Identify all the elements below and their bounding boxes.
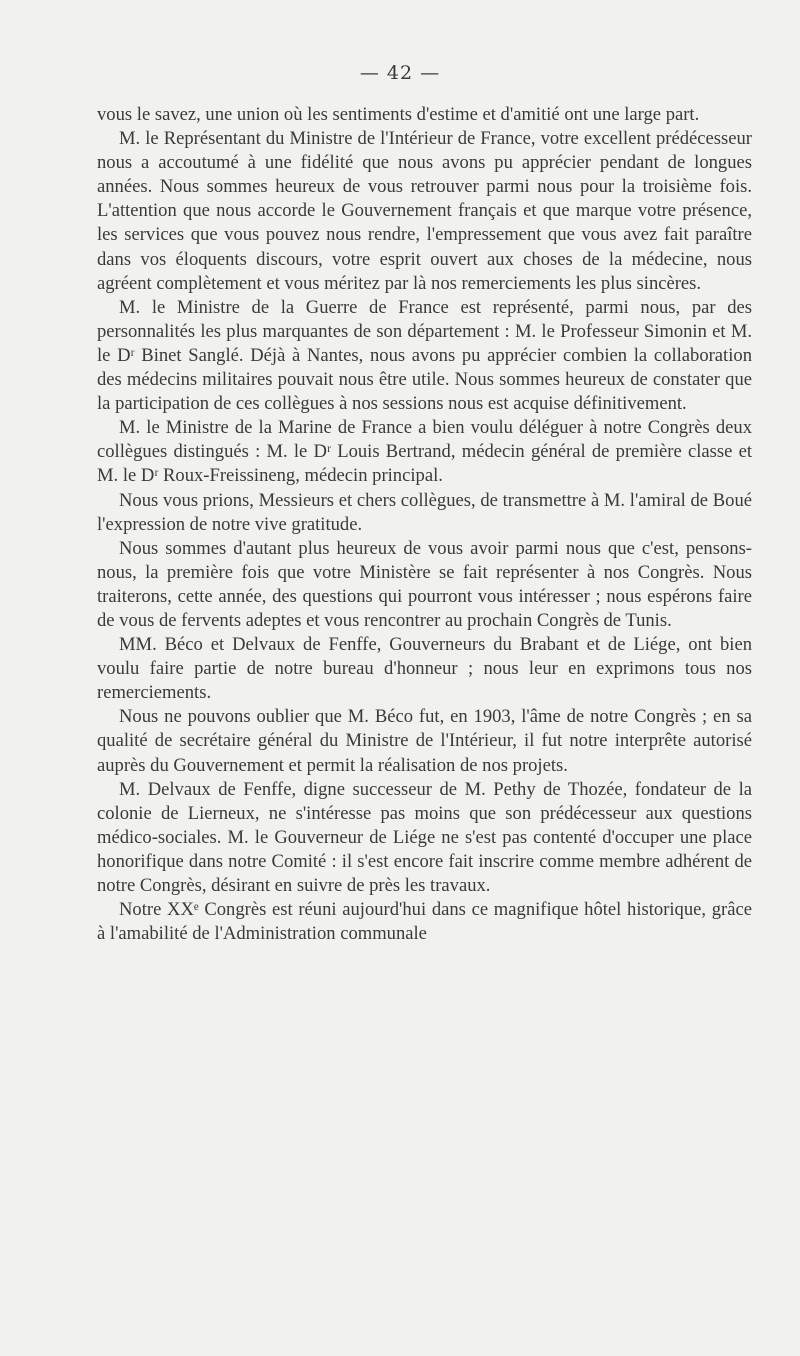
paragraph-delvaux: M. Delvaux de Fenffe, digne successeur de M. Pethy de Thozée, fondateur de la colonie de Lierneux, ne s'intéresse pas moins que son prédécesseur aux questions médico-sociales. M. le Gouverneur de Liége ne s'est pas contenté d'occuper une place honorifique dans notre Comité : il s'est encore fait inscrire comme membre adhérent de notre Congrès, désirant en suivre de près les travaux. — [97, 778, 752, 896]
paragraph-admiral-thanks: Nous vous prions, Messieurs et chers collègues, de transmettre à M. l'amiral de Boué l'expression de notre vive gratitude. — [97, 489, 752, 535]
paragraph-continuation: vous le savez, une union où les sentiments d'estime et d'amitié ont une large part. — [97, 104, 700, 125]
body-text — [97, 103, 752, 946]
paragraph-congress-venue: Notre XXᵉ Congrès est réuni aujourd'hui dans ce magnifique hôtel historique, grâce à l'amabilité de l'Administration communale — [97, 899, 752, 945]
paragraph-navy-minister: M. le Ministre de la Marine de France a bien voulu déléguer à notre Congrès deux collègues distingués : M. le Dʳ Louis Bertrand, médecin général de première classe et M. le Dʳ Roux-Freissineng, médecin principal. — [97, 417, 752, 487]
paragraph-interior-minister: M. le Représentant du Ministre de l'Intérieur de France, votre excellent prédécesseur nous a accoutumé à une fidélité que nous avons pu apprécier pendant de longues années. Nous sommes heureux de vous retrouver parmi nous pour la troisième fois. L'attention que nous accorde le Gouvernement français et que marque votre présence, les services que vous pouvez nous rendre, l'empressement que vous avez fait paraître dans vos éloquents discours, votre esprit ouvert aux choses de la médecine, nous agréent complètement et vous méritez par là nos remerciements les plus sincères. — [97, 128, 752, 294]
page-number: — 42 — — [359, 62, 441, 84]
paragraph-ministry-first-time: Nous sommes d'autant plus heureux de vous avoir parmi nous que c'est, pensons-nous, la première fois que votre Ministère se fait représenter à nos Congrès. Nous traiterons, cette année, des questions qui pourront vous intéresser ; nous espérons faire de vous de fervents adeptes et vous rencontrer au prochain Congrès de Tunis. — [97, 537, 752, 631]
paragraph-war-minister: M. le Ministre de la Guerre de France est représenté, parmi nous, par des personnalités les plus marquantes de son département : M. le Professeur Simonin et M. le Dʳ Binet Sanglé. Déjà à Nantes, nous avons pu apprécier combien la collaboration des médecins militaires pouvait nous être utile. Nous sommes heureux de constater que la participation de ces collègues à nos sessions nous est acquise définitivement. — [97, 296, 752, 415]
paragraph-beco: Nous ne pouvons oublier que M. Béco fut, en 1903, l'âme de notre Congrès ; en sa qualité de secrétaire général du Ministre de l'Intérieur, il fut notre interprête autorisé auprès du Gouvernement et permit la réalisation de nos projets. — [97, 706, 752, 776]
paragraph-governors: MM. Béco et Delvaux de Fenffe, Gouverneurs du Brabant et de Liége, ont bien voulu faire partie de notre bureau d'honneur ; nous leur en exprimons tous nos remerciements. — [97, 634, 752, 704]
